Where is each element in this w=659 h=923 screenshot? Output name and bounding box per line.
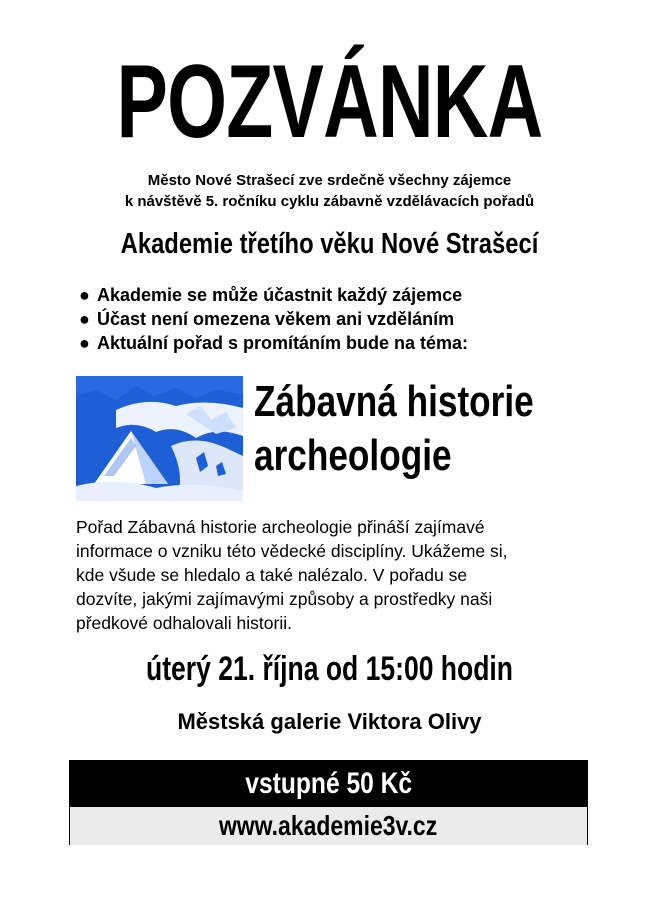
entry-fee-text: vstupné 50 Kč (245, 767, 412, 800)
topic-line: archeologie (254, 431, 452, 480)
bullet-text: Účast není omezena věkem ani vzděláním (97, 309, 455, 329)
info-bullet-list (79, 283, 619, 355)
topic-line: Zábavná historie (254, 377, 534, 426)
bullet-icon: ● (79, 333, 90, 353)
entry-info-box (69, 760, 588, 845)
description-line: dozvíte, jakými zajímavými způsoby a prostředky naši (76, 589, 493, 609)
bullet-item (79, 331, 619, 355)
pyramid-image (76, 376, 243, 501)
bullet-text: Akademie se může účastnit každý zájemce (97, 285, 463, 305)
entry-fee (70, 761, 587, 806)
description-line: informace o vzniku této vědecké disciplíny. Ukážeme si, (76, 541, 508, 561)
intro-text (0, 170, 659, 212)
description-line: kde všude se hledalo a také nalézalo. V pořadu se (76, 565, 468, 585)
description-line: Pořad Zábavná historie archeologie přináší zajímavé (76, 517, 485, 537)
description-line: předkové odhalovali historii. (76, 613, 292, 633)
website-text: www.akademie3v.cz (219, 810, 438, 841)
bullet-item (79, 283, 619, 307)
event-series-title: Akademie třetího věku Nové Strašecí (120, 228, 539, 260)
website-link[interactable] (70, 806, 587, 845)
poster-title: POZVÁNKA (116, 44, 543, 160)
event-datetime: úterý 21. října od 15:00 hodin (146, 650, 513, 688)
bullet-icon: ● (79, 285, 90, 305)
pyramid-photo (76, 376, 243, 501)
program-description (76, 515, 596, 635)
intro-line: k návštěvě 5. ročníku cyklu zábavně vzdělávacích pořadů (124, 193, 535, 210)
bullet-item (79, 307, 619, 331)
intro-line: Město Nové Strašecí zve srdečně všechny zájemce (147, 172, 512, 189)
bullet-text: Aktuální pořad s promítáním bude na téma: (97, 333, 469, 353)
event-venue: Městská galerie Viktora Olivy (177, 709, 482, 734)
bullet-icon: ● (79, 309, 90, 329)
topic-title (254, 375, 574, 483)
